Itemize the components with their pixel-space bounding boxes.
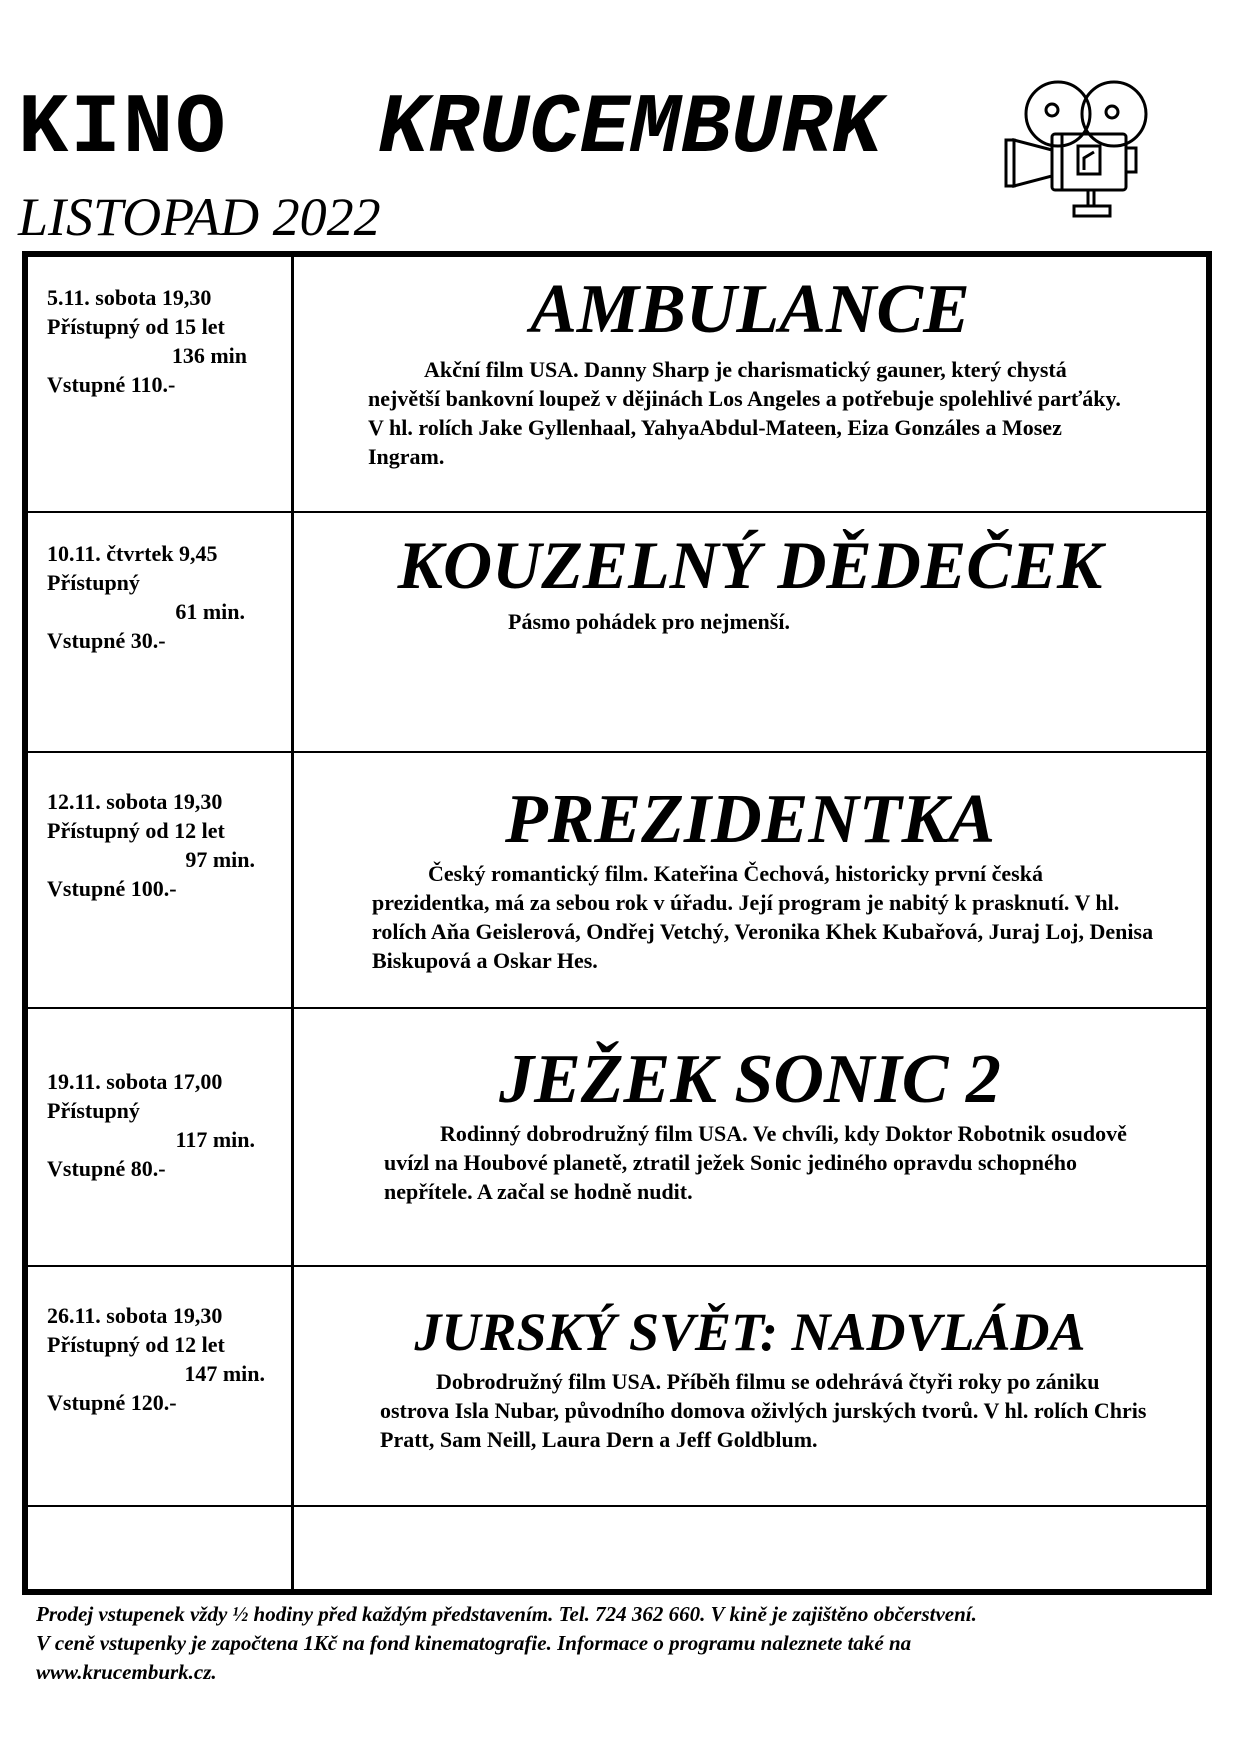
screening-row [28,753,1206,1009]
screening-date: 19.11. sobota 17,00 [47,1069,223,1094]
header-kino: KINO [18,82,228,177]
film-title: JURSKÝ SVĚT: NADVLÁDA [414,1302,1086,1362]
screening-age: Přístupný [47,570,140,595]
screening-info [47,283,247,399]
empty-row [28,1507,1206,1589]
screening-price: Vstupné 80.- [47,1156,166,1181]
screening-price: Vstupné 100.- [47,876,177,901]
screening-row [28,1009,1206,1267]
screening-duration: 97 min. [185,847,255,872]
footer-note [36,1600,1206,1687]
screening-duration: 117 min. [175,1127,255,1152]
screening-info [47,1301,265,1417]
screening-info [47,539,245,655]
screening-date: 26.11. sobota 19,30 [47,1303,223,1328]
film-description: Pásmo pohádek pro nejmenší. [508,609,790,634]
header-month: LISTOPAD 2022 [18,187,381,247]
screening-price: Vstupné 120.- [47,1390,177,1415]
footer-line: V ceně vstupenky je započtena 1Kč na fond kinematografie. Informace o programu naleznete také na [36,1631,912,1655]
film-description: Akční film USA. Danny Sharp je charismatický gauner, který chystá největší bankovní loupež v dějinách Los Angeles a potřebuje spolehlivé parťáky. V hl. rolích Jake Gyllenhaal, YahyaAbdul-Mateen, Eiza Gonzáles a Mosez Ingram. [368,357,1121,469]
screening-info [47,1067,255,1183]
screening-price: Vstupné 30.- [47,628,166,653]
film-title: JEŽEK SONIC 2 [499,1041,1001,1118]
screening-duration: 147 min. [184,1361,265,1386]
film-description: Rodinný dobrodružný film USA. Ve chvíli, kdy Doktor Robotnik osudově uvízl na Houbové planetě, ztratil ježek Sonic jediného opravdu schopného nepřítele. A začal se hodně nudit. [384,1121,1127,1204]
film-title: PREZIDENTKA [504,781,996,858]
screening-date: 10.11. čtvrtek 9,45 [47,541,218,566]
screening-row [28,513,1206,753]
film-description: Dobrodružný film USA. Příběh filmu se odehrává čtyři roky po zániku ostrova Isla Nubar, původního domova oživlých jurských tvorů. V hl. rolích Chris Pratt, Sam Neill, Laura Dern a Jeff Goldblum. [380,1369,1147,1452]
screening-age: Přístupný od 12 let [47,1332,225,1357]
film-description: Český romantický film. Kateřina Čechová, historicky první česká prezidentka, má za sebou rok v úřadu. Její program je nabitý k prasknutí. V hl. rolích Aňa Geislerová, Ondřej Vetchý, Veronika Khek Kubařová, Juraj Loj, Denisa Biskupová a Oskar Hes. [372,861,1154,973]
footer-link: www.krucemburk.cz. [36,1660,217,1684]
screening-date: 5.11. sobota 19,30 [47,285,212,310]
film-title: AMBULANCE [530,271,970,348]
screening-age: Přístupný od 12 let [47,818,225,843]
film-title: KOUZELNÝ DĚDEČEK [397,527,1103,603]
screening-date: 12.11. sobota 19,30 [47,789,223,814]
screening-duration: 61 min. [175,599,245,624]
screening-duration: 136 min [171,343,247,368]
screening-info [47,787,255,903]
screening-row [28,1267,1206,1507]
movie-camera-icon [1000,74,1160,224]
header-place: KRUCEMBURK [378,82,883,177]
screening-age: Přístupný od 15 let [47,314,225,339]
screening-row [28,257,1206,513]
screening-age: Přístupný [47,1098,140,1123]
program-table [22,251,1212,1595]
screening-price: Vstupné 110.- [47,372,176,397]
footer-line: Prodej vstupenek vždy ½ hodiny před každým představením. Tel. 724 362 660. V kině je zajištěno občerstvení. [36,1602,977,1626]
